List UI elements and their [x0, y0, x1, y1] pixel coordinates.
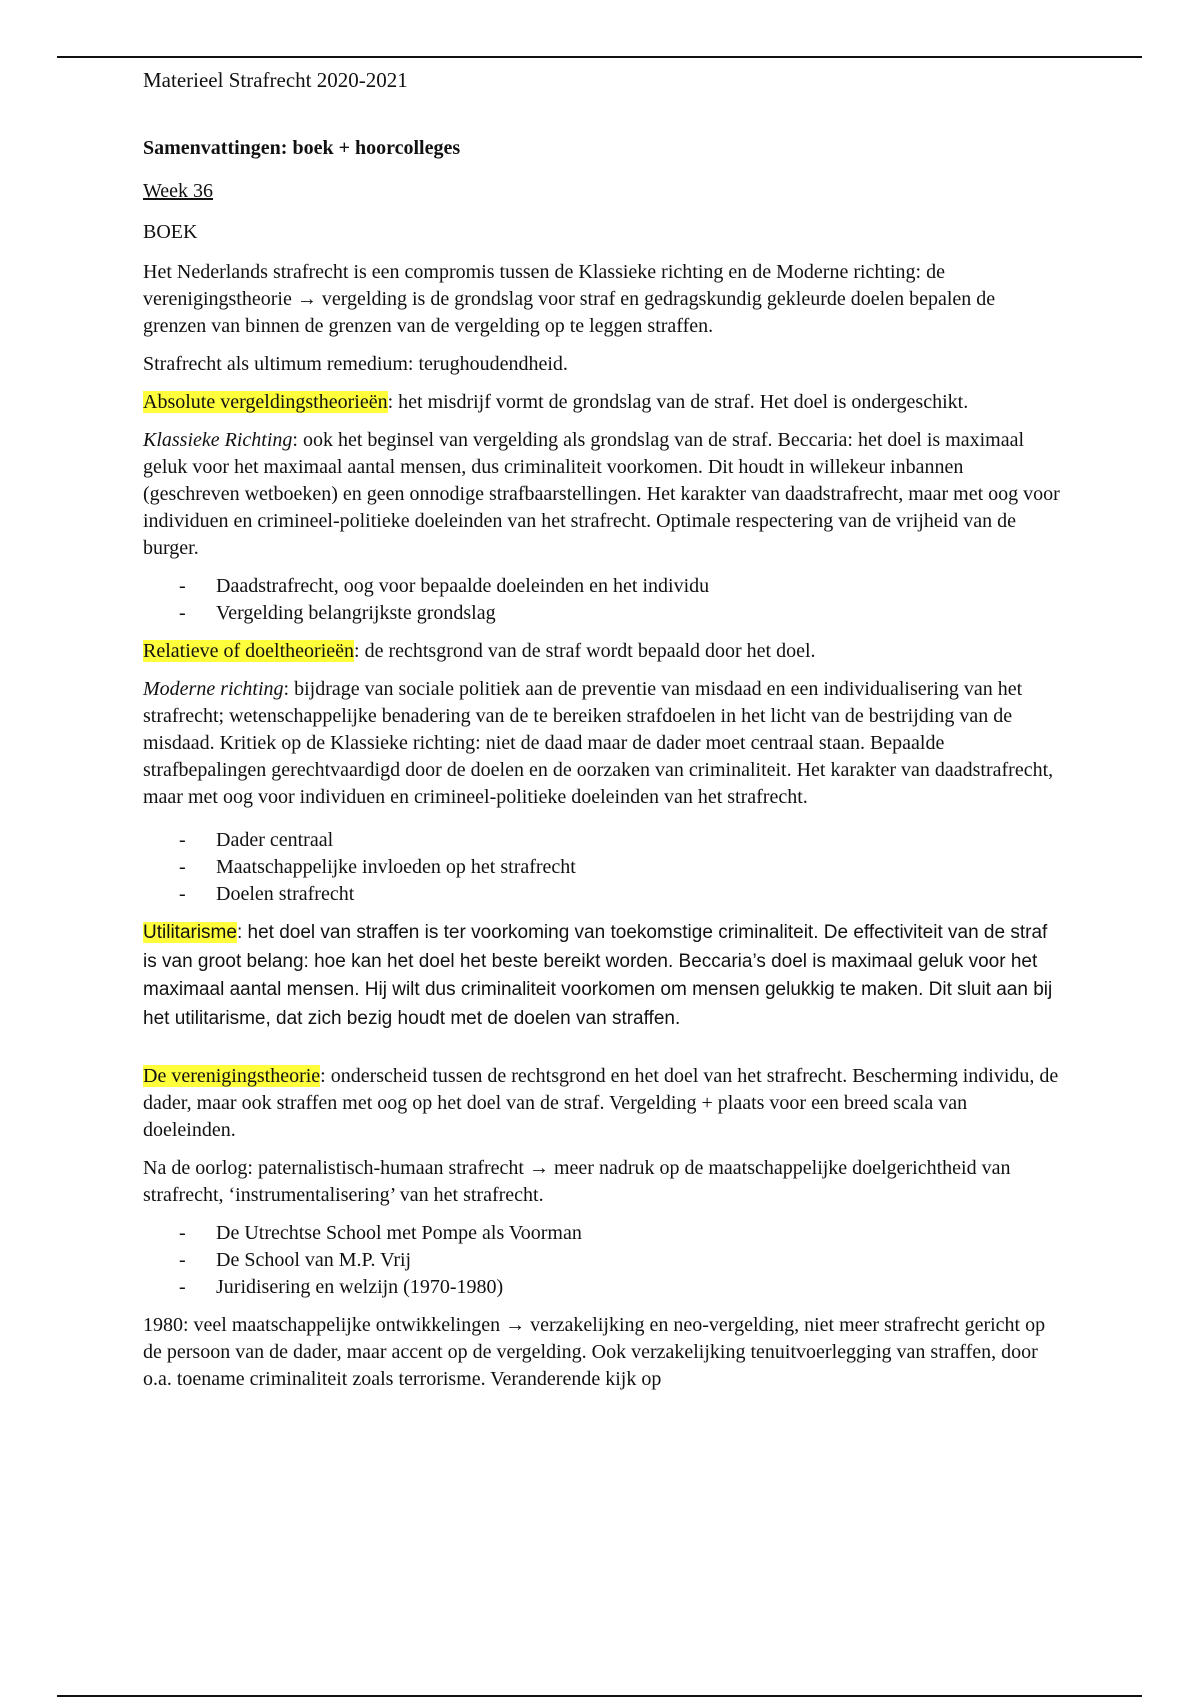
- utilitarisme-paragraph: [143, 919, 1063, 1033]
- absolute-paragraph: [143, 389, 1063, 416]
- document-header: Materieel Strafrecht 2020-2021: [143, 68, 408, 92]
- top-rule: [57, 56, 1142, 58]
- vereniging-term: De verenigingstheorie: [143, 1065, 321, 1087]
- vereniging-paragraph: [143, 1063, 1063, 1144]
- klassiek-term: Klassieke Richting: [143, 429, 293, 451]
- intro-paragraph: Het Nederlands strafrecht is een compromis tussen de Klassieke richting en de Moderne richting: de verenigingstheorie → vergelding is de grondslag voor straf en gedragskundig gekleurde doelen bepalen de grenzen van binnen de grenzen van de vergelding op te leggen straffen.: [143, 261, 996, 337]
- list-item: - Maatschappelijke invloeden op het strafrecht: [143, 854, 1063, 881]
- oorlog-paragraph: Na de oorlog: paternalistisch-humaan strafrecht → meer nadruk op de maatschappelijke doelgerichtheid van strafrecht, ‘instrumentalisering’ van het strafrecht.: [143, 1157, 1011, 1206]
- modern-paragraph: [143, 676, 1063, 811]
- modern-text: : bijdrage van sociale politiek aan de preventie van misdaad en een individualisering van het strafrecht; wetenschappelijke benadering van de te bereiken strafdoelen in het licht van de bestrijding van de misdaad. Kritiek op de Klassieke richting: niet de daad maar de dader moet centraal staan. Bepaalde strafbepalingen gerechtvaardigd door de doelen en de oorzaken van criminaliteit. Het karakter van daadstrafrecht, maar met oog voor individuen en crimineel-politieke doeleinden van het strafrecht.: [143, 678, 1054, 808]
- list-item: - Doelen strafrecht: [143, 881, 1063, 908]
- vereniging-text: : onderscheid tussen de rechtsgrond en het doel van het strafrecht. Bescherming individu, de dader, maar ook straffen met oog op het doel van de straf. Vergelding + plaats voor een breed scala van doeleinden.: [143, 1065, 1059, 1141]
- absolute-text: : het misdrijf vormt de grondslag van de straf. Het doel is ondergeschikt.: [387, 391, 969, 413]
- utilitarisme-text: : het doel van straffen is ter voorkoming van toekomstige criminaliteit. De effectiviteit van de straf is van groot belang: hoe kan het doel het beste bereikt worden. Beccaria’s doel is maximaal geluk voor het maximaal aantal mensen. Hij wilt dus criminaliteit voorkomen om mensen gelukkig te maken. Dit sluit aan bij het utilitarisme, dat zich bezig houdt met de doelen van straffen.: [143, 922, 1053, 1029]
- jaar1980-paragraph: 1980: veel maatschappelijke ontwikkelingen → verzakelijking en neo-vergelding, niet meer strafrecht gericht op de persoon van de dader, maar accent op de vergelding. Ook verzakelijking tenuitvoerlegging van straffen, door o.a. toename criminaliteit zoals terrorisme. Veranderende kijk op: [143, 1314, 1046, 1390]
- list-item: - Daadstrafrecht, oog voor bepaalde doeleinden en het individu: [143, 573, 1063, 600]
- modern-term: Moderne richting: [143, 678, 284, 700]
- list-item: - Dader centraal: [143, 827, 1063, 854]
- ultimum-paragraph: Strafrecht als ultimum remedium: terughoudendheid.: [143, 353, 568, 375]
- utilitarisme-term: Utilitarisme: [143, 922, 237, 943]
- klassiek-paragraph: [143, 427, 1063, 562]
- week-label: Week 36: [143, 180, 214, 202]
- relatief-text: : de rechtsgrond van de straf wordt bepaald door het doel.: [354, 640, 816, 662]
- relatief-paragraph: [143, 638, 1063, 665]
- summary-heading: Samenvattingen: boek + hoorcolleges: [143, 137, 461, 159]
- document-page: [143, 68, 1063, 1404]
- oorlog-list: [143, 1220, 1063, 1301]
- list-item: - De Utrechtse School met Pompe als Voorman: [143, 1220, 1063, 1247]
- list-item: - Vergelding belangrijkste grondslag: [143, 600, 1063, 627]
- relatief-term: Relatieve of doeltheorieën: [143, 640, 355, 662]
- klassiek-list: [143, 573, 1063, 627]
- modern-list: [143, 827, 1063, 908]
- list-item: - Juridisering en welzijn (1970-1980): [143, 1274, 1063, 1301]
- list-item: - De School van M.P. Vrij: [143, 1247, 1063, 1274]
- klassiek-text: : ook het beginsel van vergelding als grondslag van de straf. Beccaria: het doel is maximaal geluk voor het maximaal aantal mensen, dus criminaliteit voorkomen. Dit houdt in willekeur inbannen (geschreven wetboeken) en geen onnodige strafbaarstellingen. Het karakter van daadstrafrecht, maar met oog voor individuen en crimineel-politieke doeleinden van het strafrecht. Optimale respectering van de vrijheid van de burger.: [143, 429, 1060, 559]
- bottom-rule: [57, 1695, 1142, 1697]
- section-label: BOEK: [143, 221, 198, 243]
- absolute-term: Absolute vergeldingstheorieën: [143, 391, 388, 413]
